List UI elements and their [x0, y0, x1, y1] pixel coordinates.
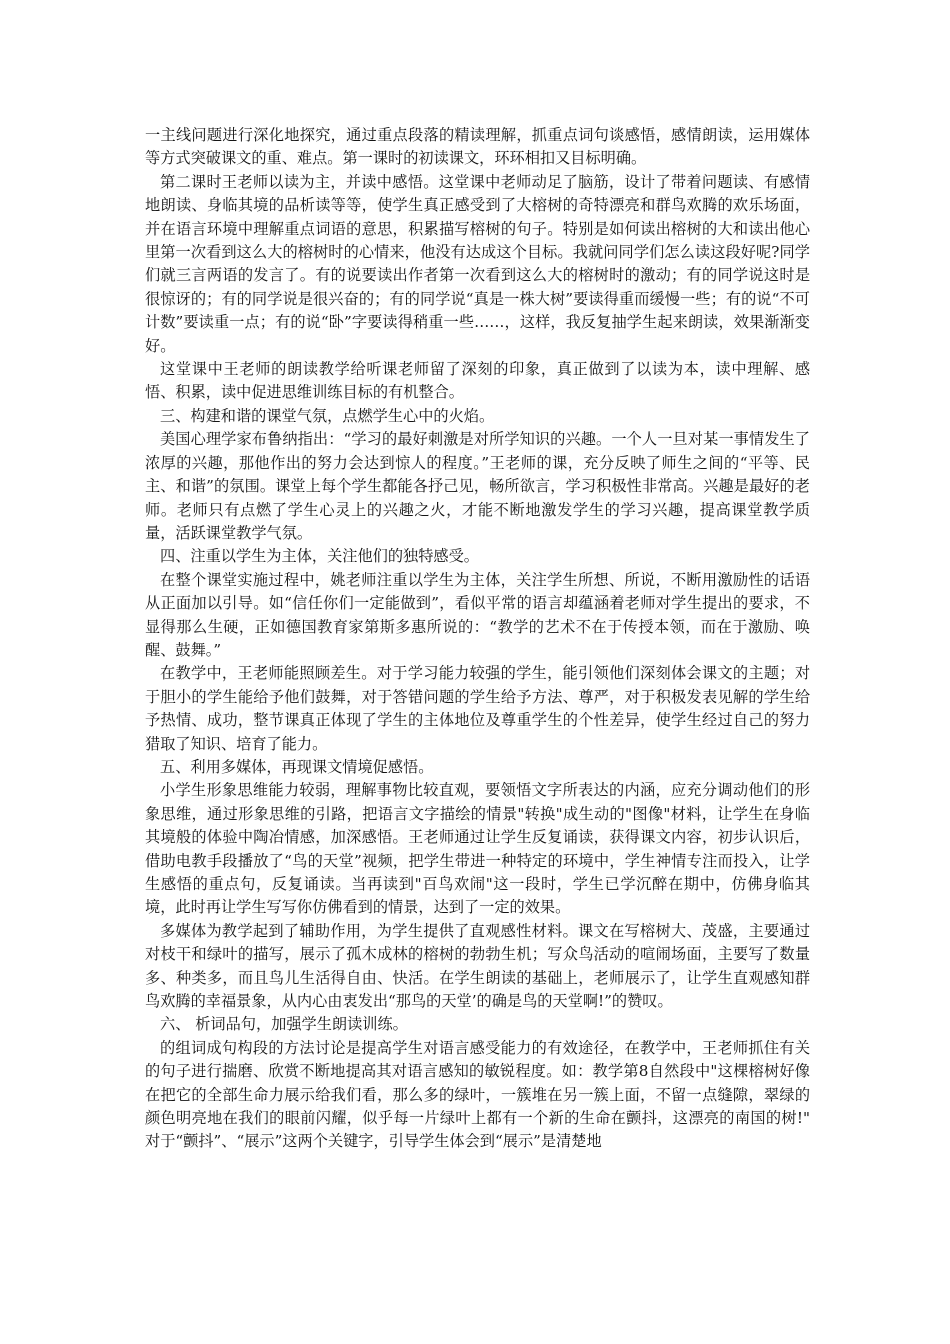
paragraph-reading-summary: 这堂课中王老师的朗读教学给听课老师留了深刻的印象，真正做到了以读为本，读中理解、感悟、积累，读中促进思维训练目标的有机整合。	[145, 360, 810, 402]
section-heading-4: 四、注重以学生为主体，关注他们的独特感受。	[160, 547, 479, 566]
paragraph-atmosphere: 美国心理学家布鲁纳指出：“学习的最好刺激是对所学知识的兴趣。一个人一旦对某一事情发生了浓厚的兴趣，那他作出的努力会达到惊人的程度。”王老师的课，充分反映了师生之间的“平等、民主、和谐”的氛围。课堂上每个学生都能各抒己见，畅所欲言，学习积极性非常高。兴趣是最好的老师。老师只有点燃了学生心灵上的兴趣之火，才能不断地激发学生的学习兴趣，提高课堂教学质量，活跃课堂教学气氛。	[145, 430, 810, 542]
paragraph-intro-continuation: 一主线问题进行深化地探究，通过重点段落的精读理解，抓重点词句谈感悟，感情朗读，运用媒体等方式突破课文的重、难点。第一课时的初读课文，环环相扣又目标明确。	[145, 126, 810, 168]
paragraph-imagery: 小学生形象思维能力较弱，理解事物比较直观，要领悟文字所表达的内涵，应充分调动他们的形象思维，通过形象思维的引路，把语言文字描绘的情景"转换"成生动的"图像"材料，让学生在身临其境般的体验中陶冶情感，加深感悟。王老师通过让学生反复诵读，获得课文内容，初步认识后，借助电教手段播放了“鸟的天堂”视频，把学生带进一种特定的环境中，学生神情专注而投入，让学生感悟的重点句，反复诵读。当再读到"百鸟欢闹"这一段时，学生已学沉醉在期中，仿佛身临其境，此时再让学生写写你仿佛看到的情景，达到了一定的效果。	[145, 781, 810, 917]
document-body	[145, 124, 810, 1154]
section-heading-5: 五、利用多媒体，再现课文情境促感悟。	[160, 757, 434, 776]
paragraph-student-focus: 在整个课堂实施过程中，姚老师注重以学生为主体，关注学生所想、所说，不断用激励性的话语从正面加以引导。如“信任你们一定能做到”，看似平常的语言却蕴涵着老师对学生提出的要求，不显得那么生硬，正如德国教育家第斯多惠所说的：“教学的艺术不在于传授本领，而在于激励、唤醒、鼓舞。”	[145, 570, 810, 659]
paragraph-weaker-students: 在教学中，王老师能照顾差生。对于学习能力较强的学生，能引领他们深刻体会课文的主题；对于胆小的学生能给予他们鼓舞，对于答错问题的学生给予方法、尊严，对于积极发表见解的学生给予热情、成功，整节课真正体现了学生的主体地位及尊重学生的个性差异，使学生经过自己的努力猎取了知识、培育了能力。	[145, 664, 810, 753]
paragraph-word-analysis: 的组词成句构段的方法讨论是提高学生对语言感受能力的有效途径，在教学中，王老师抓住有关的句子进行揣磨、欣赏不断地提高其对语言感知的敏锐程度。如：教学第8自然段中"这棵榕树好像在把它的全部生命力展示给我们看，那么多的绿叶，一簇堆在另一簇上面，不留一点缝隙，翠绿的颜色明亮地在我们的眼前闪耀，似乎每一片绿叶上都有一个新的生命在颤抖，这漂亮的南国的树!" 对于“颤抖”、“展示”这两个关键字，引导学生体会到“展示”是清楚地	[145, 1038, 810, 1151]
section-heading-6: 六、 析词品句，加强学生朗读训练。	[160, 1015, 408, 1034]
section-heading-3: 三、构建和谐的课堂气氛，点燃学生心中的火焰。	[160, 406, 495, 425]
paragraph-multimedia: 多媒体为教学起到了辅助作用，为学生提供了直观感性材料。课文在写榕树大、茂盛，主要通过对枝干和绿叶的描写，展示了孤木成林的榕树的勃勃生机；写众鸟活动的喧闹场面，主要写了数量多、种类多，而且鸟儿生活得自由、快活。在学生朗读的基础上，老师展示了，让学生直观感知群鸟欢腾的幸福景象，从内心由衷发出“那鸟的天堂’的确是鸟的天堂啊!”的赞叹。	[145, 921, 810, 1011]
paragraph-second-lesson: 第二课时王老师以读为主，并读中感悟。这堂课中老师动足了脑筋，设计了带着问题读、有感情地朗读、身临其境的品析读等等，使学生真正感受到了大榕树的奇特漂亮和群鸟欢腾的欢乐场面，并在语言环境中理解重点词语的意思，积累描写榕树的句子。特别是如何读出榕树的大和读出他心里第一次看到这么大的榕树时的心情来，他没有达成这个目标。我就问同学们怎么读这段好呢?同学们就三言两语的发言了。有的说要读出作者第一次看到这么大的榕树时的激动；有的同学说这时是很惊讶的；有的同学说是很兴奋的；有的同学说“真是一株大树”要读得重而缓慢一些；有的说“不可计数”要读重一点；有的说“卧”字要读得稍重一些……，这样，我反复抽学生起来朗读，效果渐渐变好。	[145, 172, 810, 355]
